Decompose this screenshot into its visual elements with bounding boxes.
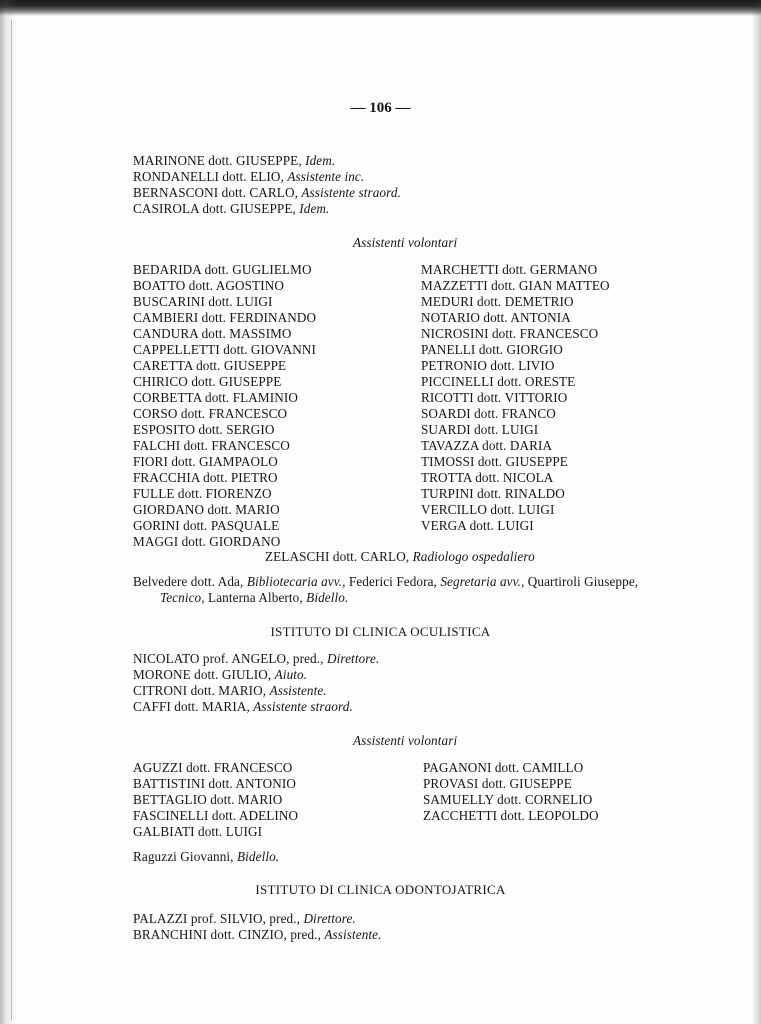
person-name: NICOLATO prof. ANGELO, pred., <box>133 651 324 666</box>
person-name: Quartiroli Giuseppe, <box>527 574 639 589</box>
person-role: Assistente straord. <box>301 185 401 200</box>
staff-line <box>133 683 327 699</box>
intro-line <box>133 169 364 185</box>
oculistica-volunteers-right <box>423 760 599 824</box>
person-role: Direttore. <box>326 651 380 666</box>
list-item: VERCILLO dott. LUIGI <box>421 502 555 517</box>
intro-line <box>133 201 329 217</box>
list-item: BATTISTINI dott. ANTONIO <box>133 776 296 791</box>
list-item: FASCINELLI dott. ADELINO <box>133 808 299 823</box>
list-item: NOTARIO dott. ANTONIA <box>421 310 571 325</box>
section-heading-volunteers: Assistenti volontari <box>353 733 458 748</box>
volunteers-left-column <box>133 262 316 550</box>
volunteers-right-column <box>421 262 610 534</box>
list-item: VERGA dott. LUIGI <box>421 518 534 533</box>
institute-title-odontojatrica: ISTITUTO DI CLINICA ODONTOJATRICA <box>255 882 506 897</box>
person-role: Bibliotecaria avv., <box>246 574 346 589</box>
person-name: PALAZZI prof. SILVIO, pred., <box>133 911 301 926</box>
person-role: Bidello. <box>306 590 349 605</box>
person-name: Federici Fedora, <box>348 574 437 589</box>
staff-line <box>133 574 638 590</box>
list-item: TAVAZZA dott. DARIA <box>421 438 553 453</box>
list-item: SOARDI dott. FRANCO <box>421 406 556 421</box>
person-role: Bidello. <box>237 849 280 864</box>
person-name: BERNASCONI dott. CARLO, <box>133 185 298 200</box>
list-item: BETTAGLIO dott. MARIO <box>133 792 283 807</box>
person-role: Assistente. <box>269 683 327 698</box>
intro-line <box>133 185 401 201</box>
list-item: CARETTA dott. GIUSEPPE <box>133 358 287 373</box>
list-item: PROVASI dott. GIUSEPPE <box>423 776 572 791</box>
list-item: PICCINELLI dott. ORESTE <box>421 374 576 389</box>
scan-binding-line <box>11 20 12 1020</box>
list-item: TURPINI dott. RINALDO <box>421 486 565 501</box>
scan-right-edge <box>751 0 761 1024</box>
list-item: PETRONIO dott. LIVIO <box>421 358 555 373</box>
person-role: Assistente. <box>324 927 382 942</box>
list-item: SAMUELLY dott. CORNELIO <box>423 792 593 807</box>
person-role: Radiologo ospedaliero <box>412 549 535 564</box>
list-item: CORSO dott. FRANCESCO <box>133 406 288 421</box>
person-name: CITRONI dott. MARIO, <box>133 683 267 698</box>
person-name: RONDANELLI dott. ELIO, <box>133 169 284 184</box>
list-item: ESPOSITO dott. SERGIO <box>133 422 275 437</box>
radiologist-line <box>265 549 535 565</box>
section-heading-volunteers: Assistenti volontari <box>353 235 458 250</box>
person-role: Tecnico, <box>160 590 205 605</box>
list-item: CHIRICO dott. GIUSEPPE <box>133 374 282 389</box>
list-item: CAMBIERI dott. FERDINANDO <box>133 310 317 325</box>
list-item: MARCHETTI dott. GERMANO <box>421 262 598 277</box>
list-item: GORINI dott. PASQUALE <box>133 518 280 533</box>
person-role: Assistente straord. <box>253 699 353 714</box>
person-name: MORONE dott. GIULIO, <box>133 667 272 682</box>
institute-title-oculistica: ISTITUTO DI CLINICA OCULISTICA <box>270 624 491 639</box>
scan-top-edge <box>0 0 761 16</box>
list-item: ZACCHETTI dott. LEOPOLDO <box>423 808 599 823</box>
list-item: TROTTA dott. NICOLA <box>421 470 554 485</box>
staff-line <box>133 651 379 667</box>
person-name: Lanterna Alberto, <box>208 590 303 605</box>
person-name: CAFFI dott. MARIA, <box>133 699 250 714</box>
list-item: GIORDANO dott. MARIO <box>133 502 280 517</box>
list-item: BUSCARINI dott. LUIGI <box>133 294 273 309</box>
list-item: TIMOSSI dott. GIUSEPPE <box>421 454 568 469</box>
person-role: Idem. <box>305 153 336 168</box>
staff-line <box>160 590 348 606</box>
person-role: Direttore. <box>303 911 356 926</box>
list-item: MAGGI dott. GIORDANO <box>133 534 281 549</box>
list-item: FRACCHIA dott. PIETRO <box>133 470 278 485</box>
person-name: BRANCHINI dott. CINZIO, pred., <box>133 927 321 942</box>
list-item: AGUZZI dott. FRANCESCO <box>133 760 293 775</box>
list-item: PANELLI dott. GIORGIO <box>421 342 563 357</box>
list-item: GALBIATI dott. LUIGI <box>133 824 263 839</box>
staff-line <box>133 911 356 927</box>
person-role: Segretaria avv., <box>440 574 525 589</box>
scan-binding-shadow <box>0 0 18 1024</box>
list-item: BEDARIDA dott. GUGLIELMO <box>133 262 312 277</box>
list-item: NICROSINI dott. FRANCESCO <box>421 326 599 341</box>
staff-line <box>133 927 382 943</box>
janitor-line <box>133 849 279 865</box>
list-item: CORBETTA dott. FLAMINIO <box>133 390 298 405</box>
list-item: RICOTTI dott. VITTORIO <box>421 390 568 405</box>
person-name: MARINONE dott. GIUSEPPE, <box>133 153 302 168</box>
person-name: ZELASCHI dott. CARLO, <box>265 549 410 564</box>
list-item: MEDURI dott. DEMETRIO <box>421 294 574 309</box>
intro-line <box>133 153 335 169</box>
page-number: — 106 — <box>350 100 411 116</box>
list-item: CANDURA dott. MASSIMO <box>133 326 292 341</box>
staff-line <box>133 699 353 715</box>
person-name: Belvedere dott. Ada, <box>133 574 244 589</box>
person-name: CASIROLA dott. GIUSEPPE, <box>133 201 296 216</box>
staff-line <box>133 667 307 683</box>
list-item: PAGANONI dott. CAMILLO <box>423 760 584 775</box>
list-item: CAPPELLETTI dott. GIOVANNI <box>133 342 316 357</box>
person-role: Idem. <box>299 201 330 216</box>
person-role: Assistente inc. <box>287 169 365 184</box>
list-item: FIORI dott. GIAMPAOLO <box>133 454 278 469</box>
person-role: Aiuto. <box>274 667 308 682</box>
person-name: Raguzzi Giovanni, <box>133 849 234 864</box>
list-item: BOATTO dott. AGOSTINO <box>133 278 284 293</box>
list-item: FALCHI dott. FRANCESCO <box>133 438 290 453</box>
list-item: SUARDI dott. LUIGI <box>421 422 539 437</box>
oculistica-volunteers-left <box>133 760 298 840</box>
list-item: MAZZETTI dott. GIAN MATTEO <box>421 278 610 293</box>
list-item: FULLE dott. FIORENZO <box>133 486 272 501</box>
